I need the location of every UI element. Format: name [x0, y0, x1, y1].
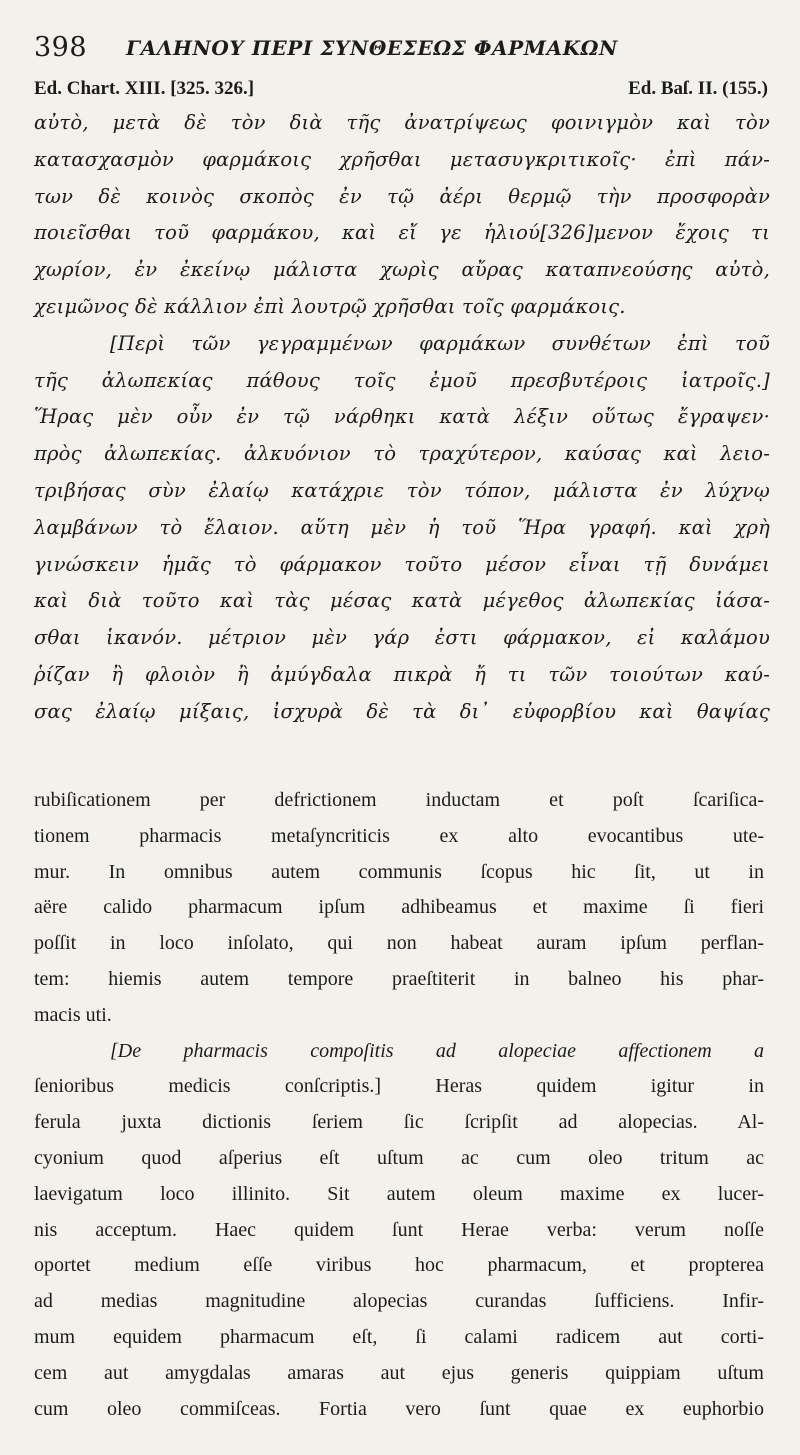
greek-text-line: των δὲ κοινὸς σκοπὸς ἐν τῷ ἀέρι θερμῷ τὴν προσφορὰν [34, 184, 770, 208]
latin-text-line: cyonium quod aſperius eſt uſtum ac cum oleo tritum ac [34, 1146, 764, 1169]
latin-text-line: laevigatum loco illinito. Sit autem oleum maxime ex lucer- [34, 1182, 764, 1205]
greek-text-block [34, 105, 770, 731]
greek-text-line: λαμβάνων τὸ ἔλαιον. αὕτη μὲν ἡ τοῦ Ἥρα γραφή. καὶ χρὴ [34, 515, 770, 539]
latin-text-line: ad medias magnitudine alopecias curandas ſufficiens. Infir- [34, 1290, 764, 1313]
greek-text-line: πρὸς ἀλωπεκίας. ἀλκυόνιον τὸ τραχύτερον, καύσας καὶ λειο- [34, 442, 770, 466]
latin-text-line: oportet medium eſſe viribus hoc pharmacum, et propterea [34, 1254, 764, 1277]
latin-text-line: aëre calido pharmacum ipſum adhibeamus et maxime ſi fieri [34, 896, 764, 919]
edition-basel-reference: Ed. Baſ. II. (155.) [628, 78, 768, 99]
greek-text-line: χειμῶνος δὲ κάλλιον ἐπὶ λουτρῷ χρῆσθαι τοῖς φαρμάκοις. [34, 294, 626, 318]
greek-text-line: σας ἐλαίῳ μίξαις, ἰσχυρὰ δὲ τὰ δι᾽ εὐφορβίου καὶ θαψίας [34, 699, 770, 723]
greek-text-line: γινώσκειν ἡμᾶς τὸ φάρμακον τοῦτο μέσον εἶναι τῇ δυνάμει [34, 552, 770, 576]
latin-text-line: mur. In omnibus autem communis ſcopus hic ſit, ut in [34, 860, 764, 883]
page-header [34, 32, 774, 62]
latin-text-line: macis uti. [34, 1003, 112, 1026]
latin-section-heading-line [34, 1034, 764, 1070]
latin-text-line: nis acceptum. Haec quidem ſunt Herae verba: verum noſſe [34, 1218, 764, 1241]
latin-text-line: tem: hiemis autem tempore praeſtiterit in balneo his phar- [34, 967, 764, 990]
page-number: 398 [34, 32, 88, 63]
greek-text-line: ῥίζαν ἢ φλοιὸν ἢ ἀμύγδαλα πικρὰ ἤ τι τῶν τοιούτων καύ- [34, 662, 770, 686]
edition-chartier-reference: Ed. Chart. XIII. [325. 326.] [34, 78, 255, 99]
greek-text-line: ποιεῖσθαι τοῦ φαρμάκου, καὶ εἴ γε ἡλιού[326]μενον ἔχοις τι [34, 221, 770, 245]
greek-section-heading-line: τῆς ἀλωπεκίας πάθους τοῖς ἐμοῦ πρεσβυτέροις ἰατροῖς.] [34, 368, 770, 392]
greek-text-line: τριβήσας σὺν ἐλαίῳ κατάχριε τὸν τόπον, μάλιστα ἐν λύχνῳ [34, 478, 770, 502]
latin-text-line: tionem pharmacis metaſyncriticis ex alto evocantibus ute- [34, 824, 764, 847]
greek-text-line: Ἥρας μὲν οὖν ἐν τῷ νάρθηκι κατὰ λέξιν οὕτως ἔγραψεν· [34, 405, 770, 429]
running-title: ΓΑΛΗΝΟΥ ΠΕΡΙ ΣΥΝΘΕΣΕΩΣ ΦΑΡΜΑΚΩΝ [126, 36, 618, 60]
latin-text-block [34, 783, 764, 1427]
latin-text-line: cem aut amygdalas amaras aut ejus generis quippiam uſtum [34, 1361, 764, 1384]
greek-text-line: σθαι ἱκανόν. μέτριον μὲν γάρ ἐστι φάρμακον, εἰ καλάμου [34, 626, 770, 650]
edition-reference-line [34, 78, 768, 104]
latin-text-line: ferula juxta dictionis ſeriem ſic ſcripſit ad alopecias. Al- [34, 1111, 764, 1134]
greek-text-line: χωρίον, ἐν ἐκείνῳ μάλιστα χωρὶς αὔρας καταπνεούσης αὐτὸ, [34, 258, 770, 282]
greek-text-line: καὶ διὰ τοῦτο καὶ τὰς μέσας κατὰ μέγεθος ἀλωπεκίας ἰάσα- [34, 589, 770, 613]
greek-text-line: κατασχασμὸν φαρμάκοις χρῆσθαι μετασυγκριτικοῖς· ἐπὶ πάν- [34, 147, 770, 171]
latin-section-heading-text: [De pharmacis compoſitis ad alopeciae affectionem a [110, 1039, 764, 1062]
latin-text-line: cum oleo commiſceas. Fortia vero ſunt quae ex euphorbio [34, 1397, 764, 1420]
greek-section-heading-line: [Περὶ τῶν γεγραμμένων φαρμάκων συνθέτων ἐπὶ τοῦ [110, 331, 770, 355]
latin-text-line: ſenioribus medicis conſcriptis.] Heras quidem igitur in [34, 1075, 764, 1098]
greek-text-line: αὐτὸ, μετὰ δὲ τὸν διὰ τῆς ἀνατρίψεως φοινιγμὸν καὶ τὸν [34, 111, 770, 134]
latin-text-line: poſſit in loco inſolato, qui non habeat auram ipſum perflan- [34, 932, 764, 955]
latin-text-line: mum equidem pharmacum eſt, ſi calami radicem aut corti- [34, 1325, 764, 1348]
latin-text-line: rubiſicationem per defrictionem inductam et poſt ſcariſica- [34, 789, 764, 811]
